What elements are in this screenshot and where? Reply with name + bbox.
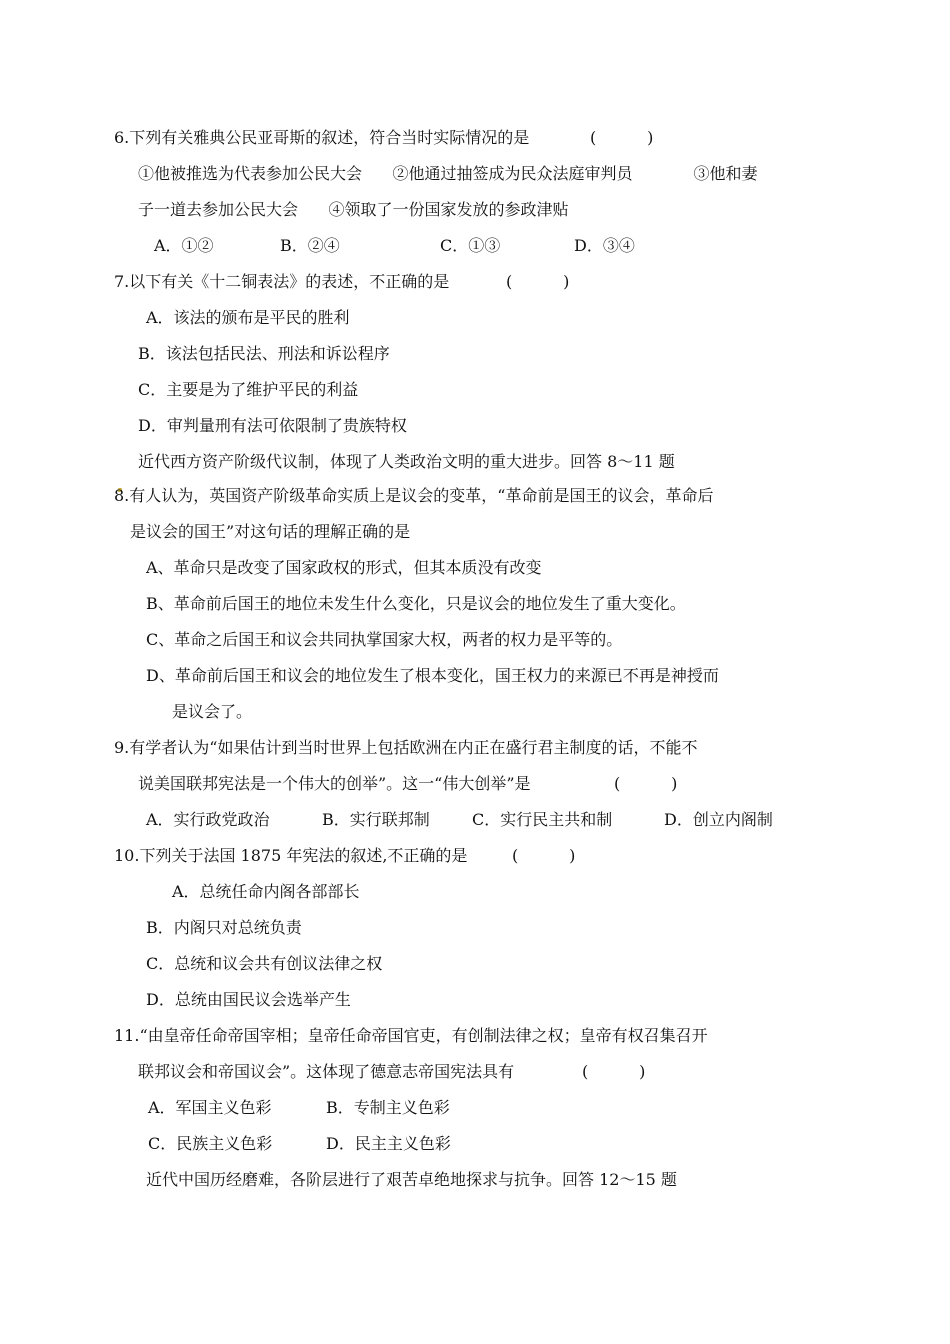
q11-option-a: A．军国主义色彩 bbox=[148, 1098, 272, 1117]
q10-option-b: B．内阁只对总统负责 bbox=[146, 918, 302, 937]
q7-option-c: C．主要是为了维护平民的利益 bbox=[138, 380, 359, 399]
q11-stem-line1: 11.“由皇帝任命帝国宰相；皇帝任命帝国官吏，有创制法律之权；皇帝有权召集召开 bbox=[114, 1026, 708, 1045]
q10-stem: 10.下列关于法国 1875 年宪法的叙述,不正确的是 bbox=[114, 846, 468, 865]
section-intro-12-15: 近代中国历经磨难，各阶层进行了艰苦卓绝地探求与抗争。回答 12～15 题 bbox=[146, 1170, 677, 1189]
q9-option-c: C．实行民主共和制 bbox=[472, 810, 613, 829]
q6-answer-bracket: ( ) bbox=[590, 128, 654, 147]
q10-option-a: A．总统任命内阁各部部长 bbox=[172, 882, 360, 901]
q6-stem: 6.下列有关雅典公民亚哥斯的叙述，符合当时实际情况的是 bbox=[114, 128, 530, 147]
q11-option-b: B．专制主义色彩 bbox=[326, 1098, 450, 1117]
q11-option-d: D．民主主义色彩 bbox=[326, 1134, 451, 1153]
q7-option-b: B．该法包括民法、刑法和诉讼程序 bbox=[138, 344, 390, 363]
q6-option-d: D．③④ bbox=[574, 236, 635, 255]
q10-option-c: C．总统和议会共有创议法律之权 bbox=[146, 954, 383, 973]
section-intro-8-11: 近代西方资产阶级代议制，体现了人类政治文明的重大进步。回答 8～11 题 bbox=[138, 452, 675, 471]
q7-option-d: D．审判量刑有法可依限制了贵族特权 bbox=[138, 416, 407, 435]
q8-option-d-line2: 是议会了。 bbox=[172, 702, 253, 721]
q8-option-d-line1: D、革命前后国王和议会的地位发生了根本变化，国王权力的来源已不再是神授而 bbox=[146, 666, 719, 685]
q7-answer-bracket: ( ) bbox=[506, 272, 570, 291]
q11-answer-bracket: ( ) bbox=[582, 1062, 646, 1081]
q9-option-b: B．实行联邦制 bbox=[322, 810, 430, 829]
q9-option-d: D．创立内阁制 bbox=[664, 810, 773, 829]
q8-option-a: A、革命只是改变了国家政权的形式，但其本质没有改变 bbox=[146, 558, 542, 577]
q9-stem-line1: 9.有学者认为“如果估计到当时世界上包括欧洲在内正在盛行君主制度的话，不能不 bbox=[114, 738, 698, 757]
q6-option-b: B．②④ bbox=[280, 236, 340, 255]
q9-answer-bracket: ( ) bbox=[614, 774, 678, 793]
q6-option-c: C．①③ bbox=[440, 236, 501, 255]
q6-items-line2: 子一道去参加公民大会 ④领取了一份国家发放的参政津贴 bbox=[138, 200, 569, 219]
q9-stem-line2: 说美国联邦宪法是一个伟大的创举”。这一“伟大创举”是 bbox=[138, 774, 531, 793]
q10-option-d: D．总统由国民议会选举产生 bbox=[146, 990, 351, 1009]
q6-option-a: A．①② bbox=[154, 236, 214, 255]
q7-option-a: A．该法的颁布是平民的胜利 bbox=[146, 308, 350, 327]
q11-stem-line2: 联邦议会和帝国议会”。这体现了德意志帝国宪法具有 bbox=[138, 1062, 515, 1081]
q8-stem-line2: 是议会的国王”对这句话的理解正确的是 bbox=[130, 522, 411, 541]
q8-option-b: B、革命前后国王的地位未发生什么变化，只是议会的地位发生了重大变化。 bbox=[146, 594, 686, 613]
q6-items-line1: ①他被推选为代表参加公民大会 ②他通过抽签成为民众法庭审判员 ③他和妻 bbox=[138, 164, 758, 183]
q10-answer-bracket: ( ) bbox=[512, 846, 576, 865]
q11-option-c: C．民族主义色彩 bbox=[148, 1134, 273, 1153]
q8-stem-line1: 8.有人认为，英国资产阶级革命实质上是议会的变革，“革命前是国王的议会，革命后 bbox=[114, 486, 714, 505]
q9-option-a: A．实行政党政治 bbox=[146, 810, 270, 829]
q7-stem: 7.以下有关《十二铜表法》的表述，不正确的是 bbox=[114, 272, 450, 291]
q8-option-c: C、革命之后国王和议会共同执掌国家大权，两者的权力是平等的。 bbox=[146, 630, 623, 649]
